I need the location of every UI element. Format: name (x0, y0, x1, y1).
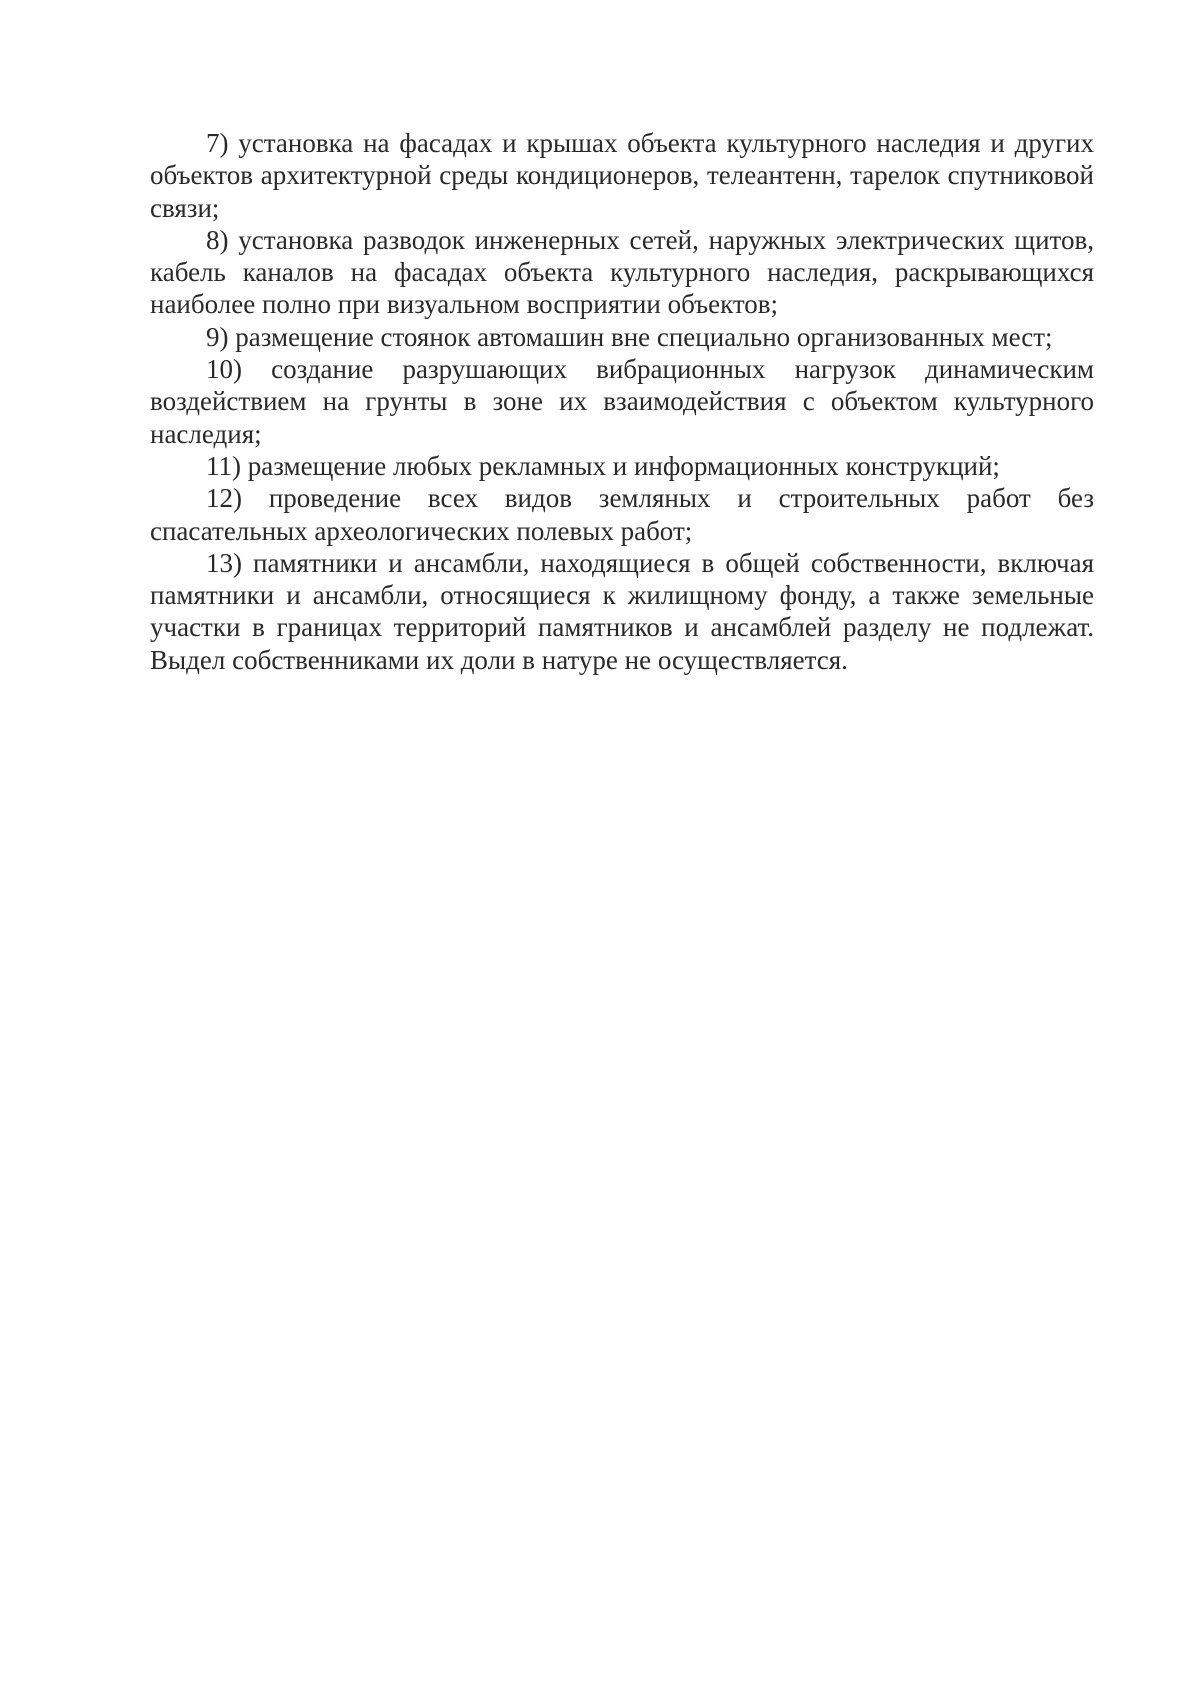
list-item-12: 12) проведение всех видов земляных и строительных работ без спасательных археологических полевых работ; (150, 483, 1094, 546)
list-item-7: 7) установка на фасадах и крышах объекта культурного наследия и других объектов архитектурной среды кондиционеров, телеантенн, тарелок спутниковой связи; (150, 128, 1094, 223)
list-item-11: 11) размещение любых рекламных и информационных конструкций; (206, 450, 1000, 481)
document-body (150, 127, 1094, 676)
list-item-9: 9) размещение стоянок автомашин вне специально организованных мест; (206, 321, 1053, 352)
list-item-10: 10) создание разрушающих вибрационных нагрузок динамическим воздействием на грунты в зоне их взаимодействия с объектом культурного наследия; (150, 354, 1094, 449)
list-item-13: 13) памятники и ансамбли, находящиеся в общей собственности, включая памятники и ансамбли, относящиеся к жилищному фонду, а также земельные участки в границах территорий памятников и ансамблей разделу не подлежат. Выдел собственниками их доли в натуре не осуществляется. (150, 547, 1094, 675)
list-item-8: 8) установка разводок инженерных сетей, наружных электрических щитов, кабель каналов на фасадах объекта культурного наследия, раскрывающихся наиболее полно при визуальном восприятии объектов; (150, 224, 1094, 320)
